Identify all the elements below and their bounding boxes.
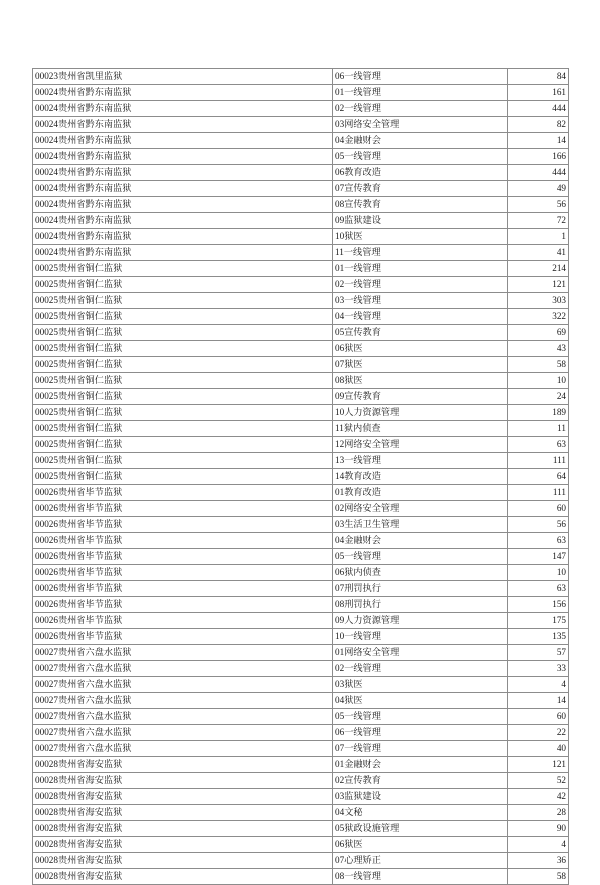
cell-value: 4 xyxy=(508,837,569,853)
cell-value: 64 xyxy=(508,469,569,485)
cell-value: 322 xyxy=(508,309,569,325)
table-row xyxy=(33,549,569,565)
cell-value: 28 xyxy=(508,805,569,821)
table-row xyxy=(33,677,569,693)
cell-value: 58 xyxy=(508,357,569,373)
cell-organization-name: 00024贵州省黔东南监狱 xyxy=(33,245,333,261)
cell-category: 03网络安全管理 xyxy=(333,117,508,133)
cell-value: 175 xyxy=(508,613,569,629)
cell-organization-name: 00024贵州省黔东南监狱 xyxy=(33,101,333,117)
cell-category: 03监狱建设 xyxy=(333,789,508,805)
cell-category: 01一线管理 xyxy=(333,261,508,277)
cell-organization-name: 00028贵州省海安监狱 xyxy=(33,789,333,805)
cell-organization-name: 00026贵州省毕节监狱 xyxy=(33,501,333,517)
cell-value: 121 xyxy=(508,277,569,293)
report-table-body xyxy=(33,69,569,885)
cell-organization-name: 00028贵州省海安监狱 xyxy=(33,821,333,837)
cell-value: 135 xyxy=(508,629,569,645)
cell-category: 10一线管理 xyxy=(333,629,508,645)
cell-category: 14教育改造 xyxy=(333,469,508,485)
cell-organization-name: 00025贵州省铜仁监狱 xyxy=(33,389,333,405)
table-row xyxy=(33,645,569,661)
cell-organization-name: 00028贵州省海安监狱 xyxy=(33,869,333,885)
cell-category: 09监狱建设 xyxy=(333,213,508,229)
cell-value: 121 xyxy=(508,757,569,773)
cell-category: 04狱医 xyxy=(333,693,508,709)
cell-category: 05一线管理 xyxy=(333,149,508,165)
cell-category: 01教育改造 xyxy=(333,485,508,501)
cell-category: 02宣传教育 xyxy=(333,773,508,789)
cell-value: 63 xyxy=(508,437,569,453)
table-row xyxy=(33,629,569,645)
table-row xyxy=(33,341,569,357)
cell-category: 04金融财会 xyxy=(333,133,508,149)
table-row xyxy=(33,613,569,629)
table-row xyxy=(33,229,569,245)
cell-value: 63 xyxy=(508,533,569,549)
cell-category: 04文秘 xyxy=(333,805,508,821)
cell-organization-name: 00024贵州省黔东南监狱 xyxy=(33,229,333,245)
table-row xyxy=(33,293,569,309)
cell-organization-name: 00027贵州省六盘水监狱 xyxy=(33,677,333,693)
table-row xyxy=(33,117,569,133)
cell-value: 56 xyxy=(508,517,569,533)
cell-value: 84 xyxy=(508,69,569,85)
cell-organization-name: 00026贵州省毕节监狱 xyxy=(33,613,333,629)
cell-category: 13一线管理 xyxy=(333,453,508,469)
cell-value: 60 xyxy=(508,709,569,725)
cell-value: 10 xyxy=(508,373,569,389)
cell-organization-name: 00025贵州省铜仁监狱 xyxy=(33,437,333,453)
cell-organization-name: 00026贵州省毕节监狱 xyxy=(33,549,333,565)
table-row xyxy=(33,533,569,549)
table-row xyxy=(33,821,569,837)
cell-organization-name: 00026贵州省毕节监狱 xyxy=(33,629,333,645)
cell-value: 40 xyxy=(508,741,569,757)
table-row xyxy=(33,485,569,501)
cell-organization-name: 00026贵州省毕节监狱 xyxy=(33,565,333,581)
cell-organization-name: 00025贵州省铜仁监狱 xyxy=(33,341,333,357)
table-row xyxy=(33,389,569,405)
cell-category: 01一线管理 xyxy=(333,85,508,101)
cell-organization-name: 00025贵州省铜仁监狱 xyxy=(33,453,333,469)
cell-value: 111 xyxy=(508,485,569,501)
cell-value: 444 xyxy=(508,165,569,181)
cell-value: 189 xyxy=(508,405,569,421)
cell-category: 05狱政设施管理 xyxy=(333,821,508,837)
cell-category: 11狱内侦查 xyxy=(333,421,508,437)
cell-organization-name: 00028贵州省海安监狱 xyxy=(33,853,333,869)
cell-value: 147 xyxy=(508,549,569,565)
table-row xyxy=(33,725,569,741)
cell-category: 08刑罚执行 xyxy=(333,597,508,613)
table-row xyxy=(33,597,569,613)
table-row xyxy=(33,213,569,229)
cell-category: 12网络安全管理 xyxy=(333,437,508,453)
cell-organization-name: 00026贵州省毕节监狱 xyxy=(33,581,333,597)
cell-value: 24 xyxy=(508,389,569,405)
cell-organization-name: 00026贵州省毕节监狱 xyxy=(33,485,333,501)
cell-value: 43 xyxy=(508,341,569,357)
cell-category: 06教育改造 xyxy=(333,165,508,181)
table-row xyxy=(33,101,569,117)
cell-value: 82 xyxy=(508,117,569,133)
table-row xyxy=(33,181,569,197)
cell-category: 09宣传教育 xyxy=(333,389,508,405)
cell-category: 01网络安全管理 xyxy=(333,645,508,661)
table-row xyxy=(33,421,569,437)
cell-organization-name: 00025贵州省铜仁监狱 xyxy=(33,421,333,437)
cell-organization-name: 00027贵州省六盘水监狱 xyxy=(33,645,333,661)
cell-organization-name: 00025贵州省铜仁监狱 xyxy=(33,405,333,421)
cell-category: 04一线管理 xyxy=(333,309,508,325)
cell-organization-name: 00024贵州省黔东南监狱 xyxy=(33,149,333,165)
cell-value: 14 xyxy=(508,693,569,709)
table-row xyxy=(33,517,569,533)
cell-category: 05一线管理 xyxy=(333,549,508,565)
cell-organization-name: 00025贵州省铜仁监狱 xyxy=(33,469,333,485)
cell-value: 303 xyxy=(508,293,569,309)
cell-category: 08一线管理 xyxy=(333,869,508,885)
cell-value: 72 xyxy=(508,213,569,229)
cell-category: 11一线管理 xyxy=(333,245,508,261)
table-row xyxy=(33,869,569,885)
table-row xyxy=(33,309,569,325)
cell-value: 161 xyxy=(508,85,569,101)
table-row xyxy=(33,741,569,757)
cell-organization-name: 00027贵州省六盘水监狱 xyxy=(33,741,333,757)
cell-organization-name: 00027贵州省六盘水监狱 xyxy=(33,693,333,709)
cell-value: 4 xyxy=(508,677,569,693)
cell-organization-name: 00023贵州省凯里监狱 xyxy=(33,69,333,85)
table-row xyxy=(33,357,569,373)
report-table xyxy=(32,68,569,885)
table-row xyxy=(33,277,569,293)
cell-category: 07心理矫正 xyxy=(333,853,508,869)
cell-value: 11 xyxy=(508,421,569,437)
cell-organization-name: 00028贵州省海安监狱 xyxy=(33,757,333,773)
cell-category: 07刑罚执行 xyxy=(333,581,508,597)
table-row xyxy=(33,757,569,773)
table-row xyxy=(33,165,569,181)
cell-category: 05一线管理 xyxy=(333,709,508,725)
cell-category: 05宣传教育 xyxy=(333,325,508,341)
cell-category: 02一线管理 xyxy=(333,277,508,293)
cell-organization-name: 00027贵州省六盘水监狱 xyxy=(33,725,333,741)
cell-organization-name: 00025贵州省铜仁监狱 xyxy=(33,373,333,389)
table-row xyxy=(33,245,569,261)
cell-category: 10人力资源管理 xyxy=(333,405,508,421)
cell-value: 49 xyxy=(508,181,569,197)
table-row xyxy=(33,661,569,677)
cell-value: 42 xyxy=(508,789,569,805)
cell-value: 60 xyxy=(508,501,569,517)
cell-category: 03一线管理 xyxy=(333,293,508,309)
cell-category: 02一线管理 xyxy=(333,101,508,117)
cell-organization-name: 00025贵州省铜仁监狱 xyxy=(33,261,333,277)
table-row xyxy=(33,133,569,149)
cell-organization-name: 00025贵州省铜仁监狱 xyxy=(33,325,333,341)
cell-category: 03生活卫生管理 xyxy=(333,517,508,533)
cell-value: 214 xyxy=(508,261,569,277)
cell-category: 09人力资源管理 xyxy=(333,613,508,629)
cell-value: 69 xyxy=(508,325,569,341)
cell-organization-name: 00028贵州省海安监狱 xyxy=(33,837,333,853)
cell-value: 63 xyxy=(508,581,569,597)
cell-category: 02一线管理 xyxy=(333,661,508,677)
cell-organization-name: 00027贵州省六盘水监狱 xyxy=(33,661,333,677)
cell-value: 166 xyxy=(508,149,569,165)
cell-category: 08宣传教育 xyxy=(333,197,508,213)
cell-category: 10狱医 xyxy=(333,229,508,245)
cell-value: 444 xyxy=(508,101,569,117)
cell-organization-name: 00025贵州省铜仁监狱 xyxy=(33,309,333,325)
table-row xyxy=(33,325,569,341)
table-row xyxy=(33,565,569,581)
report-table-container xyxy=(32,68,568,885)
cell-value: 33 xyxy=(508,661,569,677)
table-row xyxy=(33,581,569,597)
cell-category: 02网络安全管理 xyxy=(333,501,508,517)
table-row xyxy=(33,261,569,277)
table-row xyxy=(33,837,569,853)
table-row xyxy=(33,149,569,165)
table-row xyxy=(33,437,569,453)
cell-organization-name: 00024贵州省黔东南监狱 xyxy=(33,165,333,181)
table-row xyxy=(33,453,569,469)
cell-category: 06狱内侦查 xyxy=(333,565,508,581)
cell-organization-name: 00028贵州省海安监狱 xyxy=(33,805,333,821)
cell-category: 07宣传教育 xyxy=(333,181,508,197)
cell-value: 1 xyxy=(508,229,569,245)
cell-organization-name: 00026贵州省毕节监狱 xyxy=(33,597,333,613)
cell-value: 57 xyxy=(508,645,569,661)
cell-value: 52 xyxy=(508,773,569,789)
cell-category: 06狱医 xyxy=(333,341,508,357)
cell-organization-name: 00027贵州省六盘水监狱 xyxy=(33,709,333,725)
table-row xyxy=(33,789,569,805)
table-row xyxy=(33,853,569,869)
cell-organization-name: 00024贵州省黔东南监狱 xyxy=(33,197,333,213)
cell-category: 07一线管理 xyxy=(333,741,508,757)
cell-value: 10 xyxy=(508,565,569,581)
table-row xyxy=(33,405,569,421)
table-row xyxy=(33,709,569,725)
cell-category: 04金融财会 xyxy=(333,533,508,549)
cell-value: 14 xyxy=(508,133,569,149)
cell-organization-name: 00028贵州省海安监狱 xyxy=(33,773,333,789)
cell-organization-name: 00024贵州省黔东南监狱 xyxy=(33,117,333,133)
cell-value: 90 xyxy=(508,821,569,837)
cell-organization-name: 00024贵州省黔东南监狱 xyxy=(33,181,333,197)
table-row xyxy=(33,197,569,213)
table-row xyxy=(33,501,569,517)
cell-organization-name: 00025贵州省铜仁监狱 xyxy=(33,277,333,293)
table-row xyxy=(33,773,569,789)
cell-organization-name: 00026贵州省毕节监狱 xyxy=(33,517,333,533)
cell-value: 111 xyxy=(508,453,569,469)
cell-organization-name: 00026贵州省毕节监狱 xyxy=(33,533,333,549)
cell-organization-name: 00024贵州省黔东南监狱 xyxy=(33,213,333,229)
cell-category: 01金融财会 xyxy=(333,757,508,773)
table-row xyxy=(33,373,569,389)
table-row xyxy=(33,69,569,85)
table-row xyxy=(33,805,569,821)
cell-category: 08狱医 xyxy=(333,373,508,389)
cell-value: 56 xyxy=(508,197,569,213)
cell-category: 06狱医 xyxy=(333,837,508,853)
cell-value: 41 xyxy=(508,245,569,261)
cell-category: 06一线管理 xyxy=(333,725,508,741)
table-row xyxy=(33,693,569,709)
table-row xyxy=(33,85,569,101)
cell-value: 156 xyxy=(508,597,569,613)
cell-organization-name: 00025贵州省铜仁监狱 xyxy=(33,357,333,373)
cell-category: 07狱医 xyxy=(333,357,508,373)
cell-category: 06一线管理 xyxy=(333,69,508,85)
cell-organization-name: 00025贵州省铜仁监狱 xyxy=(33,293,333,309)
cell-category: 03狱医 xyxy=(333,677,508,693)
table-row xyxy=(33,469,569,485)
cell-organization-name: 00024贵州省黔东南监狱 xyxy=(33,133,333,149)
cell-organization-name: 00024贵州省黔东南监狱 xyxy=(33,85,333,101)
cell-value: 22 xyxy=(508,725,569,741)
cell-value: 58 xyxy=(508,869,569,885)
cell-value: 36 xyxy=(508,853,569,869)
